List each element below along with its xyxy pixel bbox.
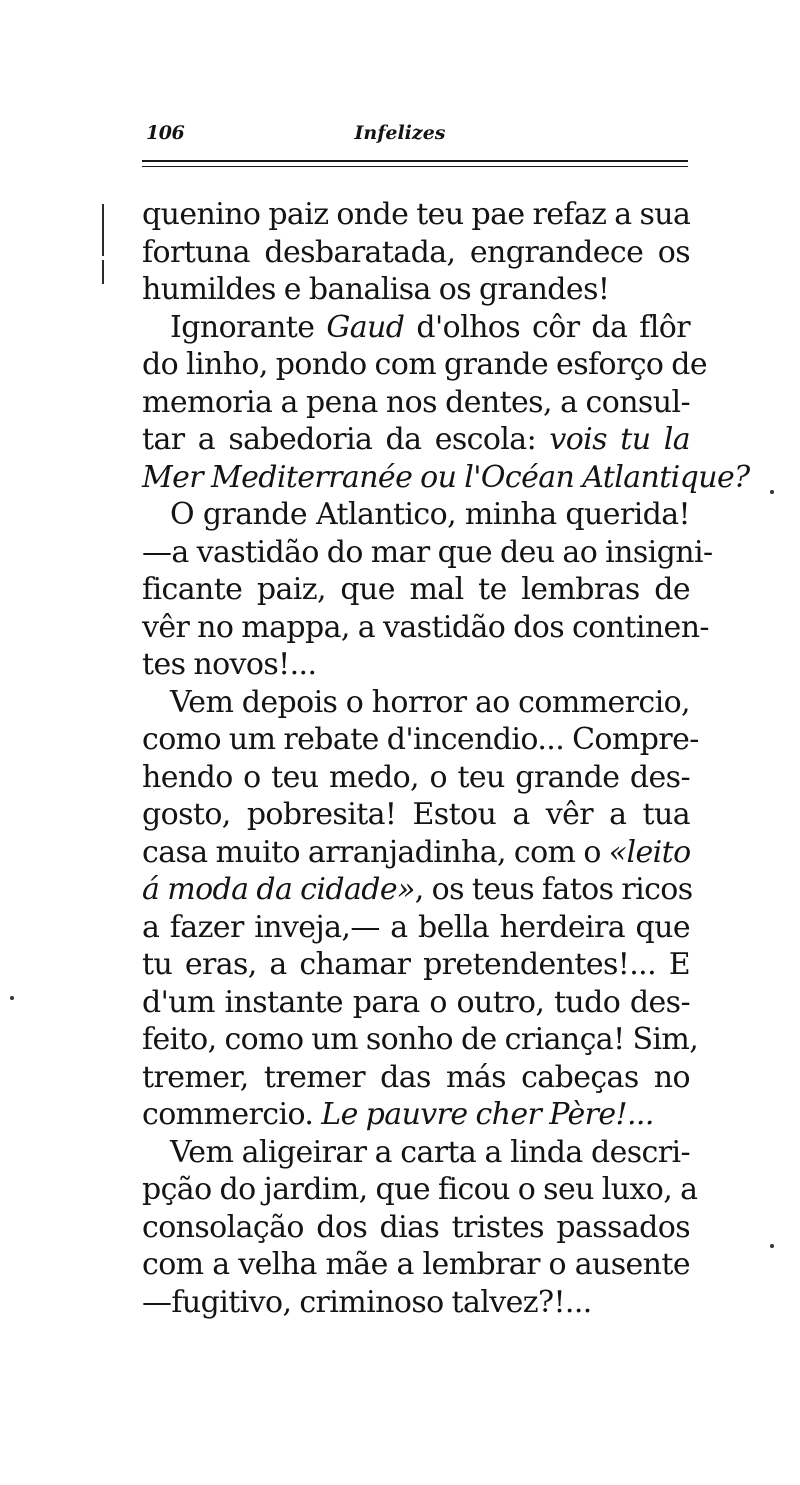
text-line: Vem depois o horror ao commercio, xyxy=(170,684,690,720)
text-line: quenino paiz onde teu pae refaz a sua xyxy=(142,197,691,232)
body-text xyxy=(142,196,750,1321)
text-line: Ignorante Gaud d'olhos côr da flôr xyxy=(170,309,690,345)
text-line: O grande Atlantico, minha querida! xyxy=(170,497,690,532)
text-line: como um rebate d'incendio... Compre- xyxy=(142,722,699,757)
margin-mark xyxy=(102,204,104,256)
text-line: com a velha mãe a lembrar o ausente xyxy=(142,1247,690,1282)
text-line: —a vastidão do mar que deu ao insigni- xyxy=(142,534,713,570)
text-line: vêr no mappa, a vastidão dos continen- xyxy=(142,609,709,645)
text-line: tes novos!... xyxy=(142,647,317,682)
text-line: consolação dos dias tristes passados xyxy=(142,1209,690,1245)
print-speck xyxy=(10,996,14,1000)
text-line: —fugitivo, criminoso talvez?!... xyxy=(142,1284,592,1320)
text-line: feito, como um sonho de criança! Sim, xyxy=(142,1022,699,1057)
italic-quote: Mer Mediterranée ou l'Océan Atlantique? xyxy=(142,459,750,495)
text-line: fortuna desbaratada, engrandece os xyxy=(142,234,690,270)
italic-quote: Le pauvre cher Père!... xyxy=(321,1097,654,1132)
header-rule xyxy=(142,160,688,162)
text-line: d'um instante para o outro, tudo des- xyxy=(142,984,690,1020)
running-title: Infelizes xyxy=(354,122,446,144)
text-line: do linho, pondo com grande esforço de xyxy=(142,347,708,382)
text-line: tu eras, a chamar pretendentes!... E xyxy=(142,947,690,982)
text-line: gosto, pobresita! Estou a vêr a tua xyxy=(142,797,690,832)
print-speck xyxy=(770,1244,774,1248)
text-line: tar a sabedoria da escola: vois tu la xyxy=(142,422,690,457)
italic-quote: «leito xyxy=(608,834,691,870)
text-line: pção do jardim, que ficou o seu luxo, a xyxy=(142,1172,698,1207)
italic-quote: vois tu la xyxy=(549,422,690,457)
text-line: memoria a pena nos dentes, a consul- xyxy=(142,384,690,420)
text-line: Vem aligeirar a carta a linda descri- xyxy=(170,1134,690,1170)
text-line: hendo o teu medo, o teu grande des- xyxy=(142,759,690,795)
italic-name: Gaud xyxy=(326,309,405,345)
margin-mark xyxy=(102,260,104,284)
header-rule-thin xyxy=(142,166,688,167)
italic-quote: á moda da cidade» xyxy=(142,872,415,907)
text-line: a fazer inveja,— a bella herdeira que xyxy=(142,909,690,945)
text-line: casa muito arranjadinha, com o «leito xyxy=(142,834,691,870)
text-line: commercio. Le pauvre cher Père!... xyxy=(142,1097,654,1132)
text-line: ficante paiz, que mal te lembras de xyxy=(142,572,690,607)
text-line: tremer, tremer das más cabeças no xyxy=(142,1059,690,1095)
text-line: á moda da cidade», os teus fatos ricos xyxy=(142,872,693,907)
print-speck xyxy=(770,490,774,494)
text-line xyxy=(142,459,750,497)
text-line: humildes e banalisa os grandes! xyxy=(142,272,610,307)
page-number: 106 xyxy=(146,122,185,144)
